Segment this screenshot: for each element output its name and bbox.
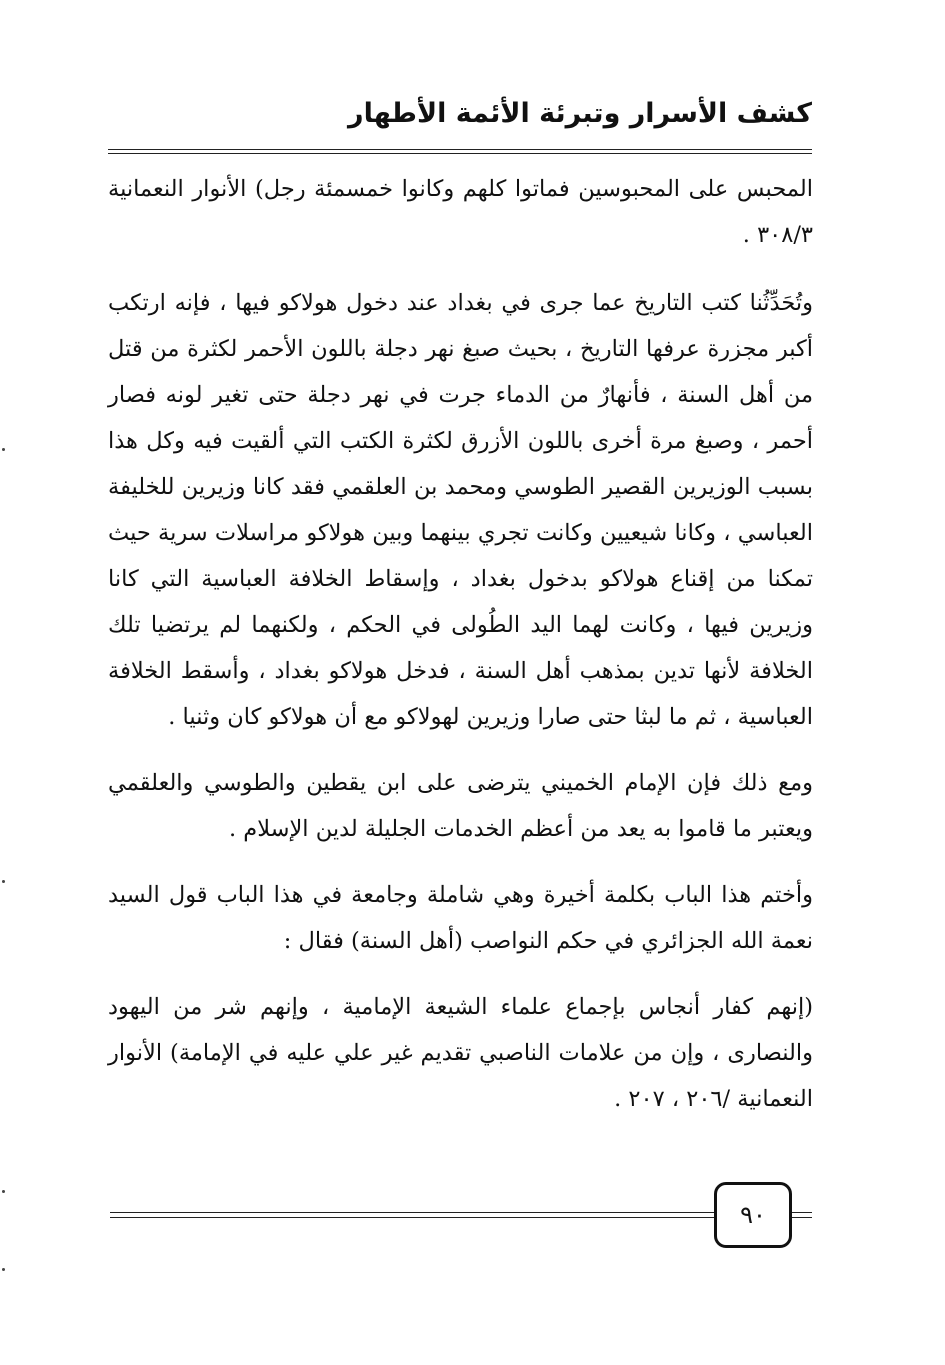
page-body xyxy=(108,166,813,1142)
scan-margin-mark xyxy=(2,1268,5,1271)
scan-margin-mark xyxy=(2,448,5,451)
header-rule xyxy=(108,149,812,150)
running-header-title: كشف الأسرار وتبرئة الأئمة الأطهار xyxy=(348,98,812,129)
header-rule-thin xyxy=(108,153,812,154)
paragraph-1: المحبس على المحبوسين فماتوا كلهم وكانوا خمسمئة رجل) الأنوار النعمانية ٣٠٨/٣ . xyxy=(108,176,813,248)
footer-rule-right xyxy=(790,1212,812,1213)
page-number-box xyxy=(714,1182,792,1248)
paragraph-2: وتُحَدِّثُنا كتب التاريخ عما جرى في بغداد عند دخول هولاكو فيها ، فإنه ارتكب أكبر مجزرة عرفها التاريخ ، بحيث صبغ نهر دجلة باللون الأحمر لكثرة من قتل من أهل السنة ، فأنهارٌ من الدماء جرت في نهر دجلة حتى تغير لونه فصار أحمر ، وصبغ مرة أخرى باللون الأزرق لكثرة الكتب التي ألقيت فيه وكل هذا بسبب الوزيرين القصير الطوسي ومحمد بن العلقمي فقد كانا وزيرين للخليفة العباسي ، وكانا شيعيين وكانت تجري بينهما وبين هولاكو مراسلات سرية حيث تمكنا من إقناع هولاكو بدخول بغداد ، وإسقاط الخلافة العباسية التي كانا وزيرين فيها ، وكانت لهما اليد الطُولى في الحكم ، ولكنهما لم يرتضيا تلك الخلافة لأنها تدين بمذهب أهل السنة ، فدخل هولاكو بغداد ، وأسقط الخلافة العباسية ، ثم ما لبثا حتى صارا وزيرين لهولاكو مع أن هولاكو كان وثنيا . xyxy=(108,290,813,730)
paragraph-5: (إنهم كفار أنجاس بإجماع علماء الشيعة الإمامية ، وإنهم شر من اليهود والنصارى ، وإن من علامات الناصبي تقديم غير علي عليه في الإمامة) الأنوار النعمانية /٢٠٦ ، ٢٠٧ . xyxy=(108,994,813,1112)
footer-rule-left xyxy=(110,1212,714,1213)
footer-rule-right-thin xyxy=(790,1217,812,1218)
paragraph-4: وأختم هذا الباب بكلمة أخيرة وهي شاملة وجامعة في هذا الباب قول السيد نعمة الله الجزائري في حكم النواصب (أهل السنة) فقال : xyxy=(108,882,813,954)
footer-rule-left-thin xyxy=(110,1217,714,1218)
page-number: ٩٠ xyxy=(740,1201,766,1229)
scan-margin-mark xyxy=(2,1190,5,1193)
paragraph-3: ومع ذلك فإن الإمام الخميني يترضى على ابن يقطين والطوسي والعلقمي ويعتبر ما قاموا به يعد من أعظم الخدمات الجليلة لدين الإسلام . xyxy=(108,770,813,842)
scan-margin-mark xyxy=(2,880,5,883)
